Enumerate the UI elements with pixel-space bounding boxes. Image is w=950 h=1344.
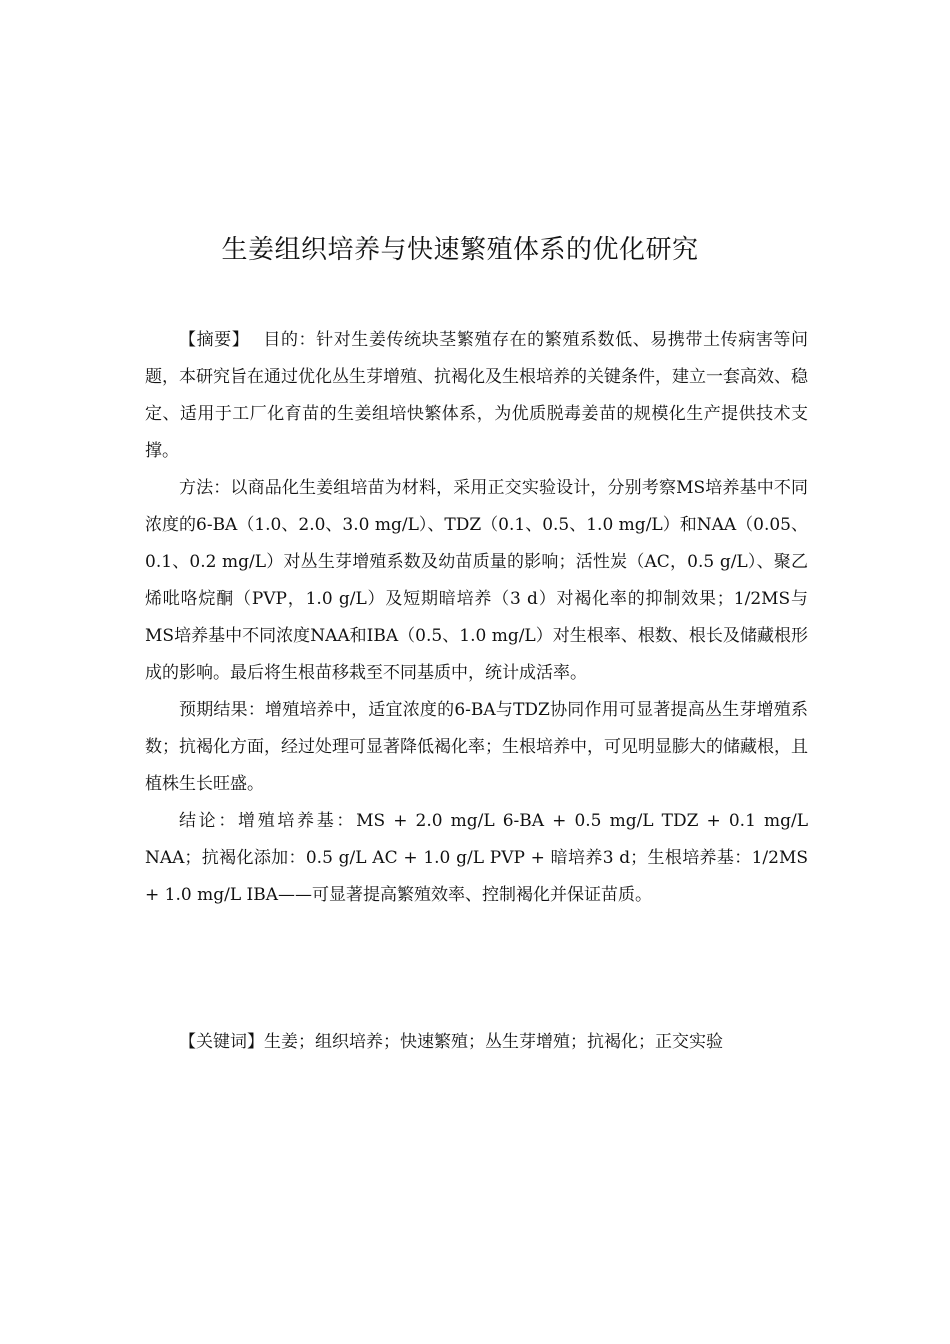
abstract-conclusion-paragraph: 结论：增殖培养基：MS + 2.0 mg/L 6-BA + 0.5 mg/L TDZ + 0.1 mg/L NAA；抗褐化添加：0.5 g/L AC + 1.0 g/L PVP + 暗培养3 d；生根培养基：1/2MS + 1.0 mg/L IBA——可显著提高繁殖效率、控制褐化并保证苗质。	[145, 811, 808, 905]
abstract-label: 【摘要】	[179, 330, 250, 350]
abstract-section	[145, 322, 808, 914]
keywords-label: 【关键词】	[179, 1032, 264, 1052]
abstract-purpose-paragraph	[145, 322, 808, 470]
document-title: 生姜组织培养与快速繁殖体系的优化研究	[221, 235, 699, 265]
keywords-line	[145, 1024, 825, 1061]
abstract-results-paragraph: 预期结果：增殖培养中，适宜浓度的6-BA与TDZ协同作用可显著提高丛生芽增殖系数；抗褐化方面，经过处理可显著降低褐化率；生根培养中，可见明显膨大的储藏根，且植株生长旺盛。	[145, 700, 808, 794]
abstract-methods-paragraph: 方法：以商品化生姜组培苗为材料，采用正交实验设计，分别考察MS培养基中不同浓度的6-BA（1.0、2.0、3.0 mg/L）、TDZ（0.1、0.5、1.0 mg/L）和NAA（0.05、0.1、0.2 mg/L）对丛生芽增殖系数及幼苗质量的影响；活性炭（AC，0.5 g/L）、聚乙烯吡咯烷酮（PVP，1.0 g/L）及短期暗培养（3 d）对褐化率的抑制效果；1/2MS与MS培养基中不同浓度NAA和IBA（0.5、1.0 mg/L）对生根率、根数、根长及储藏根形成的影响。最后将生根苗移栽至不同基质中，统计成活率。	[145, 478, 808, 683]
abstract-purpose-text: 目的：针对生姜传统块茎繁殖存在的繁殖系数低、易携带土传病害等问题，本研究旨在通过优化丛生芽增殖、抗褐化及生根培养的关键条件，建立一套高效、稳定、适用于工厂化育苗的生姜组培快繁体系，为优质脱毒姜苗的规模化生产提供技术支撑。	[145, 330, 809, 461]
keywords-text: 生姜；组织培养；快速繁殖；丛生芽增殖；抗褐化；正交实验	[264, 1032, 723, 1052]
